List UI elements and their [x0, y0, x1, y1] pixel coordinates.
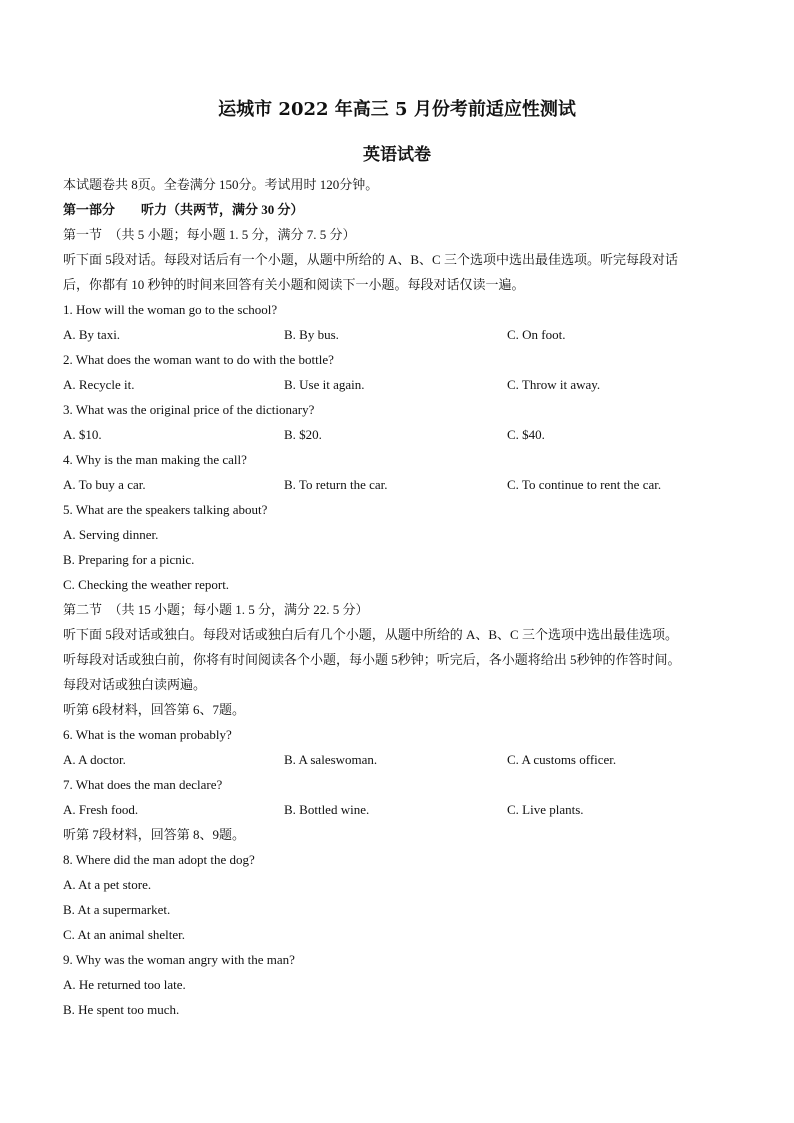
page-title: 运城市 2022 年高三 5 月份考前适应性测试 [218, 99, 576, 120]
option-b: B. He spent too much. [63, 1002, 180, 1017]
section1-instruction-line: 后，你都有 10 秒钟的时间来回答有关小题和阅读下一小题。每段对话仅读一遍。 [63, 277, 525, 292]
option-a: A. He returned too late. [63, 977, 186, 992]
question-stem: 1. How will the woman go to the school? [63, 302, 278, 317]
question-stem: 8. Where did the man adopt the dog? [63, 852, 255, 867]
option-a: A. To buy a car. [63, 477, 146, 492]
option-a: A. $10. [63, 427, 102, 442]
section1-heading: 第一节 （共 5 小题；每小题 1. 5 分，满分 7. 5 分） [63, 227, 356, 242]
option-a: A. Serving dinner. [63, 527, 159, 542]
option-a: A. A doctor. [63, 752, 126, 767]
material-note: 听第 6段材料，回答第 6、7题。 [63, 702, 246, 717]
question-stem: 4. Why is the man making the call? [63, 452, 247, 467]
question-stem: 2. What does the woman want to do with the bottle? [63, 352, 334, 367]
option-a: A. At a pet store. [63, 877, 152, 892]
section2-instruction-line: 听每段对话或独白前，你将有时间阅读各个小题，每小题 5秒钟；听完后，各小题将给出 5秒钟的作答时间。 [63, 652, 681, 667]
option-b: B. To return the car. [284, 477, 388, 492]
question-options [63, 322, 743, 347]
option-b: B. Bottled wine. [284, 802, 370, 817]
material-note: 听第 7段材料，回答第 8、9题。 [63, 827, 246, 842]
option-b: B. At a supermarket. [63, 902, 171, 917]
section2-instruction-line: 听下面 5段对话或独白。每段对话或独白后有几个小题，从题中所给的 A、B、C 三个选项中选出最佳选项。 [63, 627, 678, 642]
option-b: B. A saleswoman. [284, 752, 378, 767]
option-a: A. Recycle it. [63, 377, 135, 392]
exam-intro: 本试题卷共 8页。全卷满分 150分。考试用时 120分钟。 [63, 177, 379, 192]
question-stem: 6. What is the woman probably? [63, 727, 232, 742]
option-c: C. Live plants. [507, 802, 584, 817]
option-b: B. Use it again. [284, 377, 365, 392]
option-c: C. A customs officer. [507, 752, 617, 767]
question-stem: 5. What are the speakers talking about? [63, 502, 268, 517]
option-b: B. By bus. [284, 327, 339, 342]
question-stem: 3. What was the original price of the dictionary? [63, 402, 315, 417]
question-options [63, 422, 743, 447]
part1-heading: 第一部分 听力（共两节，满分 30 分） [63, 202, 304, 217]
option-c: C. $40. [507, 427, 545, 442]
option-c: C. Checking the weather report. [63, 577, 230, 592]
question-stem: 9. Why was the woman angry with the man? [63, 952, 295, 967]
exam-content [63, 172, 743, 1022]
page-subtitle: 英语试卷 [363, 145, 431, 165]
question-options [63, 372, 743, 397]
question-options [63, 472, 743, 497]
section2-instruction-line: 每段对话或独白读两遍。 [63, 677, 207, 692]
option-a: A. By taxi. [63, 327, 121, 342]
option-b: B. $20. [284, 427, 322, 442]
option-a: A. Fresh food. [63, 802, 139, 817]
option-c: C. To continue to rent the car. [507, 477, 662, 492]
question-options [63, 797, 743, 822]
option-c: C. At an animal shelter. [63, 927, 186, 942]
option-c: C. On foot. [507, 327, 566, 342]
option-b: B. Preparing for a picnic. [63, 552, 195, 567]
option-c: C. Throw it away. [507, 377, 601, 392]
question-options [63, 747, 743, 772]
question-stem: 7. What does the man declare? [63, 777, 223, 792]
section2-heading: 第二节 （共 15 小题；每小题 1. 5 分，满分 22. 5 分） [63, 602, 369, 617]
section1-instruction-line: 听下面 5段对话。每段对话后有一个小题，从题中所给的 A、B、C 三个选项中选出最佳选项。听完每段对话 [63, 252, 678, 267]
